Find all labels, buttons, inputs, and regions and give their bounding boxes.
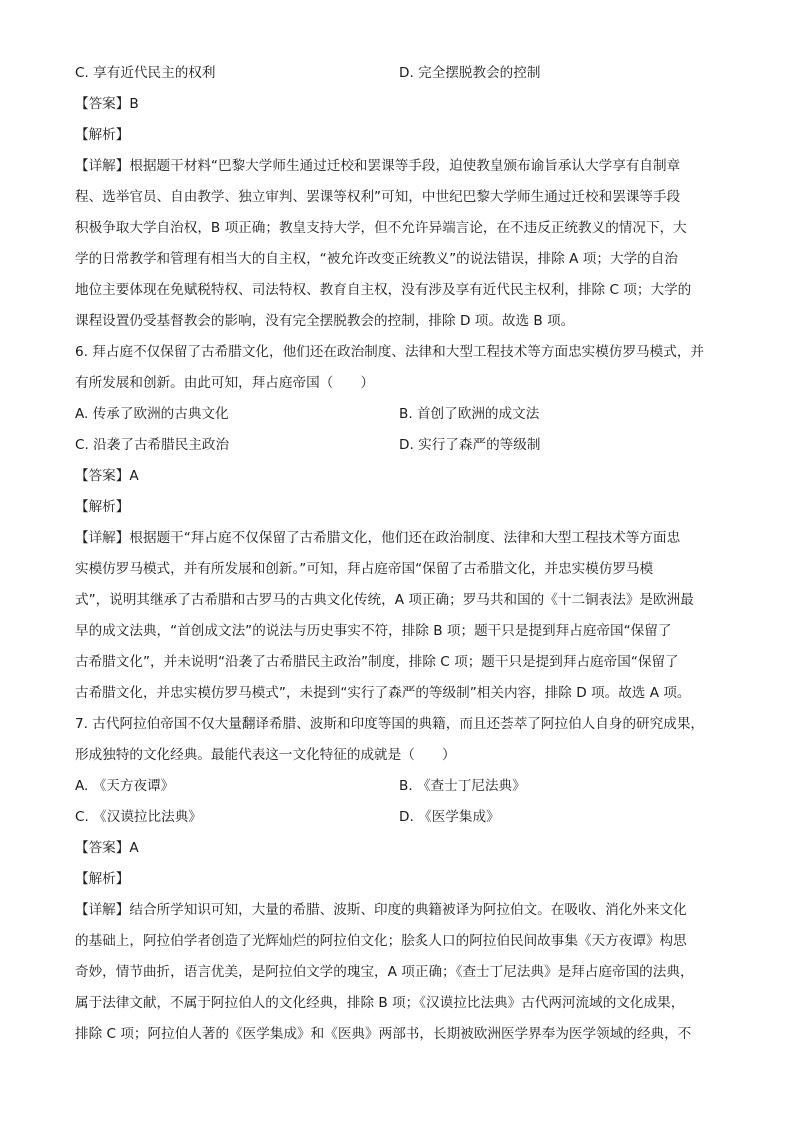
q6-options-ab <box>75 399 725 430</box>
q6-answer: 【答案】A <box>75 468 139 484</box>
q7-detail-line: 的基础上，阿拉伯学者创造了光辉灿烂的阿拉伯文化；脍炙人口的阿拉伯民间故事集《天方夜谭》构思 <box>75 933 687 949</box>
q5-option-d: D. 完全摆脱教会的控制 <box>399 65 541 81</box>
q6-option-d: D. 实行了森严的等级制 <box>399 437 541 453</box>
q6-analysis-label: 【解析】 <box>75 499 130 515</box>
q6-detail-line: 实模仿罗马模式，并有所发展和创新。”可知，拜占庭帝国“保留了古希腊文化，并忠实模仿罗马模 <box>75 561 654 577</box>
q5-detail-line: 积极争取大学自治权，B 项正确；教皇支持大学，但不允许异端言论，在不违反正统教义的情况下，大 <box>75 220 687 236</box>
q7-stem-line: 形成独特的文化经典。最能代表这一文化特征的成就是（ ） <box>75 747 456 763</box>
q5-options-cd <box>75 58 725 89</box>
q7-detail-line: 奇妙，情节曲折，语言优美，是阿拉伯文学的瑰宝，A 项正确；《查士丁尼法典》是拜占庭帝国的法典， <box>75 964 694 980</box>
q7-option-b: B. 《查士丁尼法典》 <box>399 778 526 794</box>
document-page <box>75 58 725 1050</box>
q5-detail-line: 课程设置仍受基督教会的影响，没有完全摆脱教会的控制，排除 D 项。故选 B 项。 <box>75 313 575 329</box>
q7-option-a: A. 《天方夜谭》 <box>75 778 175 794</box>
q7-detail-line: 【详解】结合所学知识可知，大量的希腊、波斯、印度的典籍被译为阿拉伯文。在吸收、消化外来文化 <box>75 902 687 918</box>
q5-detail-line: 程、选举官员、自由教学、独立审判、罢课等权利”可知，中世纪巴黎大学师生通过迁校和罢课等手段 <box>75 189 681 205</box>
q6-options-cd <box>75 430 725 461</box>
q5-detail-line: 地位主要体现在免赋税特权、司法特权、教育自主权，没有涉及享有近代民主权利，排除 C 项；大学的 <box>75 282 692 298</box>
q6-detail-line: 古希腊文化，并忠实模仿罗马模式”，未提到“实行了森严的等级制”相关内容，排除 D 项。故选 A 项。 <box>75 685 691 701</box>
q6-detail-line: 早的成文法典，“首创成文法”的说法与历史事实不符，排除 B 项；题干只是提到拜占庭帝国“保留了 <box>75 623 672 639</box>
q6-stem-line: 有所发展和创新。由此可知，拜占庭帝国（ ） <box>75 375 375 391</box>
q5-analysis-label: 【解析】 <box>75 127 130 143</box>
q5-option-c: C. 享有近代民主的权利 <box>75 65 216 81</box>
q7-option-c: C. 《汉谟拉比法典》 <box>75 809 202 825</box>
q6-detail-line: 式”，说明其继承了古希腊和古罗马的古典文化传统，A 项正确；罗马共和国的《十二铜表法》是欧洲最 <box>75 592 694 608</box>
q6-option-b: B. 首创了欧洲的成文法 <box>399 406 540 422</box>
q6-detail-line: 古希腊文化”，并未说明“沿袭了古希腊民主政治”制度，排除 C 项；题干只是提到拜占庭帝国“保留了 <box>75 654 679 670</box>
q7-answer: 【答案】A <box>75 840 139 856</box>
q6-option-c: C. 沿袭了古希腊民主政治 <box>75 437 230 453</box>
q7-stem-line: 7. 古代阿拉伯帝国不仅大量翻译希腊、波斯和印度等国的典籍，而且还荟萃了阿拉伯人自身的研究成果， <box>75 716 705 732</box>
q7-option-d: D. 《医学集成》 <box>399 809 500 825</box>
q6-option-a: A. 传承了欧洲的古典文化 <box>75 406 229 422</box>
q5-detail-line: 学的日常教学和管理有相当大的自主权，“被允许改变正统教义”的说法错误，排除 A 项；大学的自治 <box>75 251 678 267</box>
q7-options-ab <box>75 771 725 802</box>
q5-answer: 【答案】B <box>75 96 139 112</box>
q7-detail-line: 属于法律文献，不属于阿拉伯人的文化经典，排除 B 项；《汉谟拉比法典》古代两河流域的文化成果， <box>75 995 685 1011</box>
q7-detail-line: 排除 C 项；阿拉伯人著的《医学集成》和《医典》两部书，长期被欧洲医学界奉为医学领域的经典，不 <box>75 1026 692 1042</box>
q7-options-cd <box>75 802 725 833</box>
q6-stem-line: 6. 拜占庭不仅保留了古希腊文化，他们还在政治制度、法律和大型工程技术等方面忠实模仿罗马模式，并 <box>75 344 705 360</box>
q7-analysis-label: 【解析】 <box>75 871 130 887</box>
q5-detail-line: 【详解】根据题干材料“巴黎大学师生通过迁校和罢课等手段，迫使教皇颁布谕旨承认大学享有自制章 <box>75 158 681 174</box>
q6-detail-line: 【详解】根据题干“拜占庭不仅保留了古希腊文化，他们还在政治制度、法律和大型工程技术等方面忠 <box>75 530 681 546</box>
